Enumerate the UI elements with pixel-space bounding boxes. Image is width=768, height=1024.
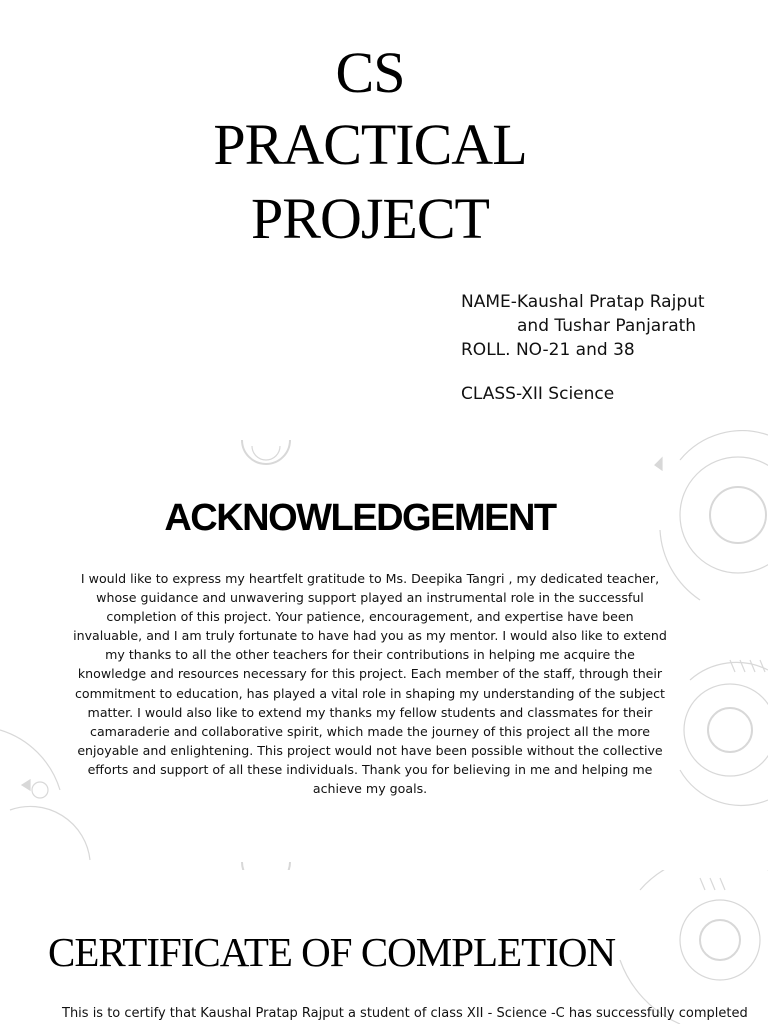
title-line-practical: PRACTICAL <box>213 112 527 177</box>
acknowledgement-line: invaluable, and I am truly fortunate to have had you as my mentor. I would also like to extend <box>73 628 667 644</box>
certificate-body: This is to certify that Kaushal Pratap Rajput a student of class XII - Science -C has successfully completed <box>62 1006 748 1021</box>
class-info: CLASS-XII Science <box>461 384 615 404</box>
acknowledgement-line: commitment to education, has played a vital role in shaping my understanding of the subject <box>75 685 665 701</box>
acknowledgement-line: achieve my goals. <box>312 781 428 797</box>
acknowledgement-line: I would like to express my heartfelt gratitude to Ms. Deepika Tangri , my dedicated teacher, <box>80 571 660 586</box>
acknowledgement-body <box>60 569 680 798</box>
acknowledgement-line: whose guidance and unwavering support played an instrumental role in the successful <box>96 590 644 606</box>
acknowledgement-line: matter. I would also like to extend my thanks my fellow students and classmates for their <box>87 704 653 720</box>
roll-number: ROLL. NO-21 and 38 <box>461 340 635 360</box>
spacer <box>461 362 705 382</box>
acknowledgement-heading: ACKNOWLEDGEMENT <box>164 497 556 539</box>
acknowledgement-line: completion of this project. Your patience, encouragement, and expertise have been <box>106 609 634 625</box>
acknowledgement-line: knowledge and resources necessary for this project. Each member of the staff, through their <box>77 666 663 682</box>
acknowledgement-line: efforts and support of all these individuals. Thank you for believing in me and helping me <box>87 761 653 777</box>
student-name: NAME-Kaushal Pratap Rajput <box>461 292 705 312</box>
acknowledgement-line: my thanks to all the other teachers for their contributions in helping me acquire the <box>105 647 635 663</box>
certificate-heading: CERTIFICATE OF COMPLETION <box>48 929 616 975</box>
student-name-continued: and Tushar Panjarath <box>517 316 697 336</box>
title-line-project: PROJECT <box>251 186 489 251</box>
acknowledgement-line: enjoyable and enlightening. This project would not have been possible without the collective <box>77 742 663 758</box>
student-info <box>461 290 705 406</box>
acknowledgement-line: camaraderie and collaborative spirit, which made the journey of this project all the more <box>90 723 650 739</box>
title-line-cs: CS <box>335 40 405 105</box>
